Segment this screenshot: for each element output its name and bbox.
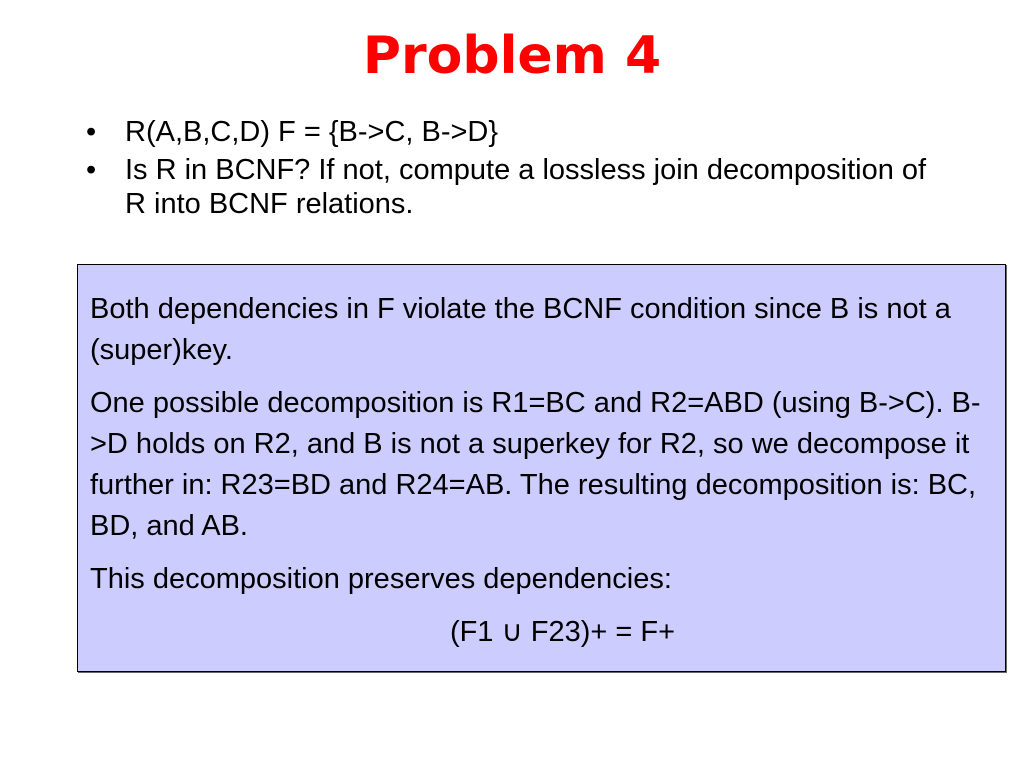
bullet-list — [82, 115, 942, 225]
bullet-text: Is R in BCNF? If not, compute a lossless join decomposition of R into BCNF relations. — [125, 154, 927, 220]
bullet-marker: • — [86, 154, 97, 186]
bullet-marker: • — [86, 116, 97, 148]
answer-box — [77, 264, 1006, 672]
answer-paragraph-decomposition: One possible decomposition is R1=BC and R2=ABD (using B->C). B->D holds on R2, and B is not a superkey for R2, so we decompose it further in: R23=BD and R24=AB. The resulting decomposition is: BC, BD, and AB. — [90, 387, 981, 542]
slide-title: Problem 4 — [362, 26, 662, 86]
bullet-item — [82, 153, 942, 221]
answer-paragraph-preserves: This decomposition preserves dependencies: — [90, 563, 672, 595]
bullet-text: R(A,B,C,D) F = {B->C, B->D} — [125, 116, 499, 148]
answer-paragraph-bcnf-violation: Both dependencies in F violate the BCNF condition since B is not a (super)key. — [90, 293, 951, 366]
bullet-item — [82, 115, 942, 149]
answer-formula: (F1 ∪ F23)+ = F+ — [449, 616, 676, 648]
